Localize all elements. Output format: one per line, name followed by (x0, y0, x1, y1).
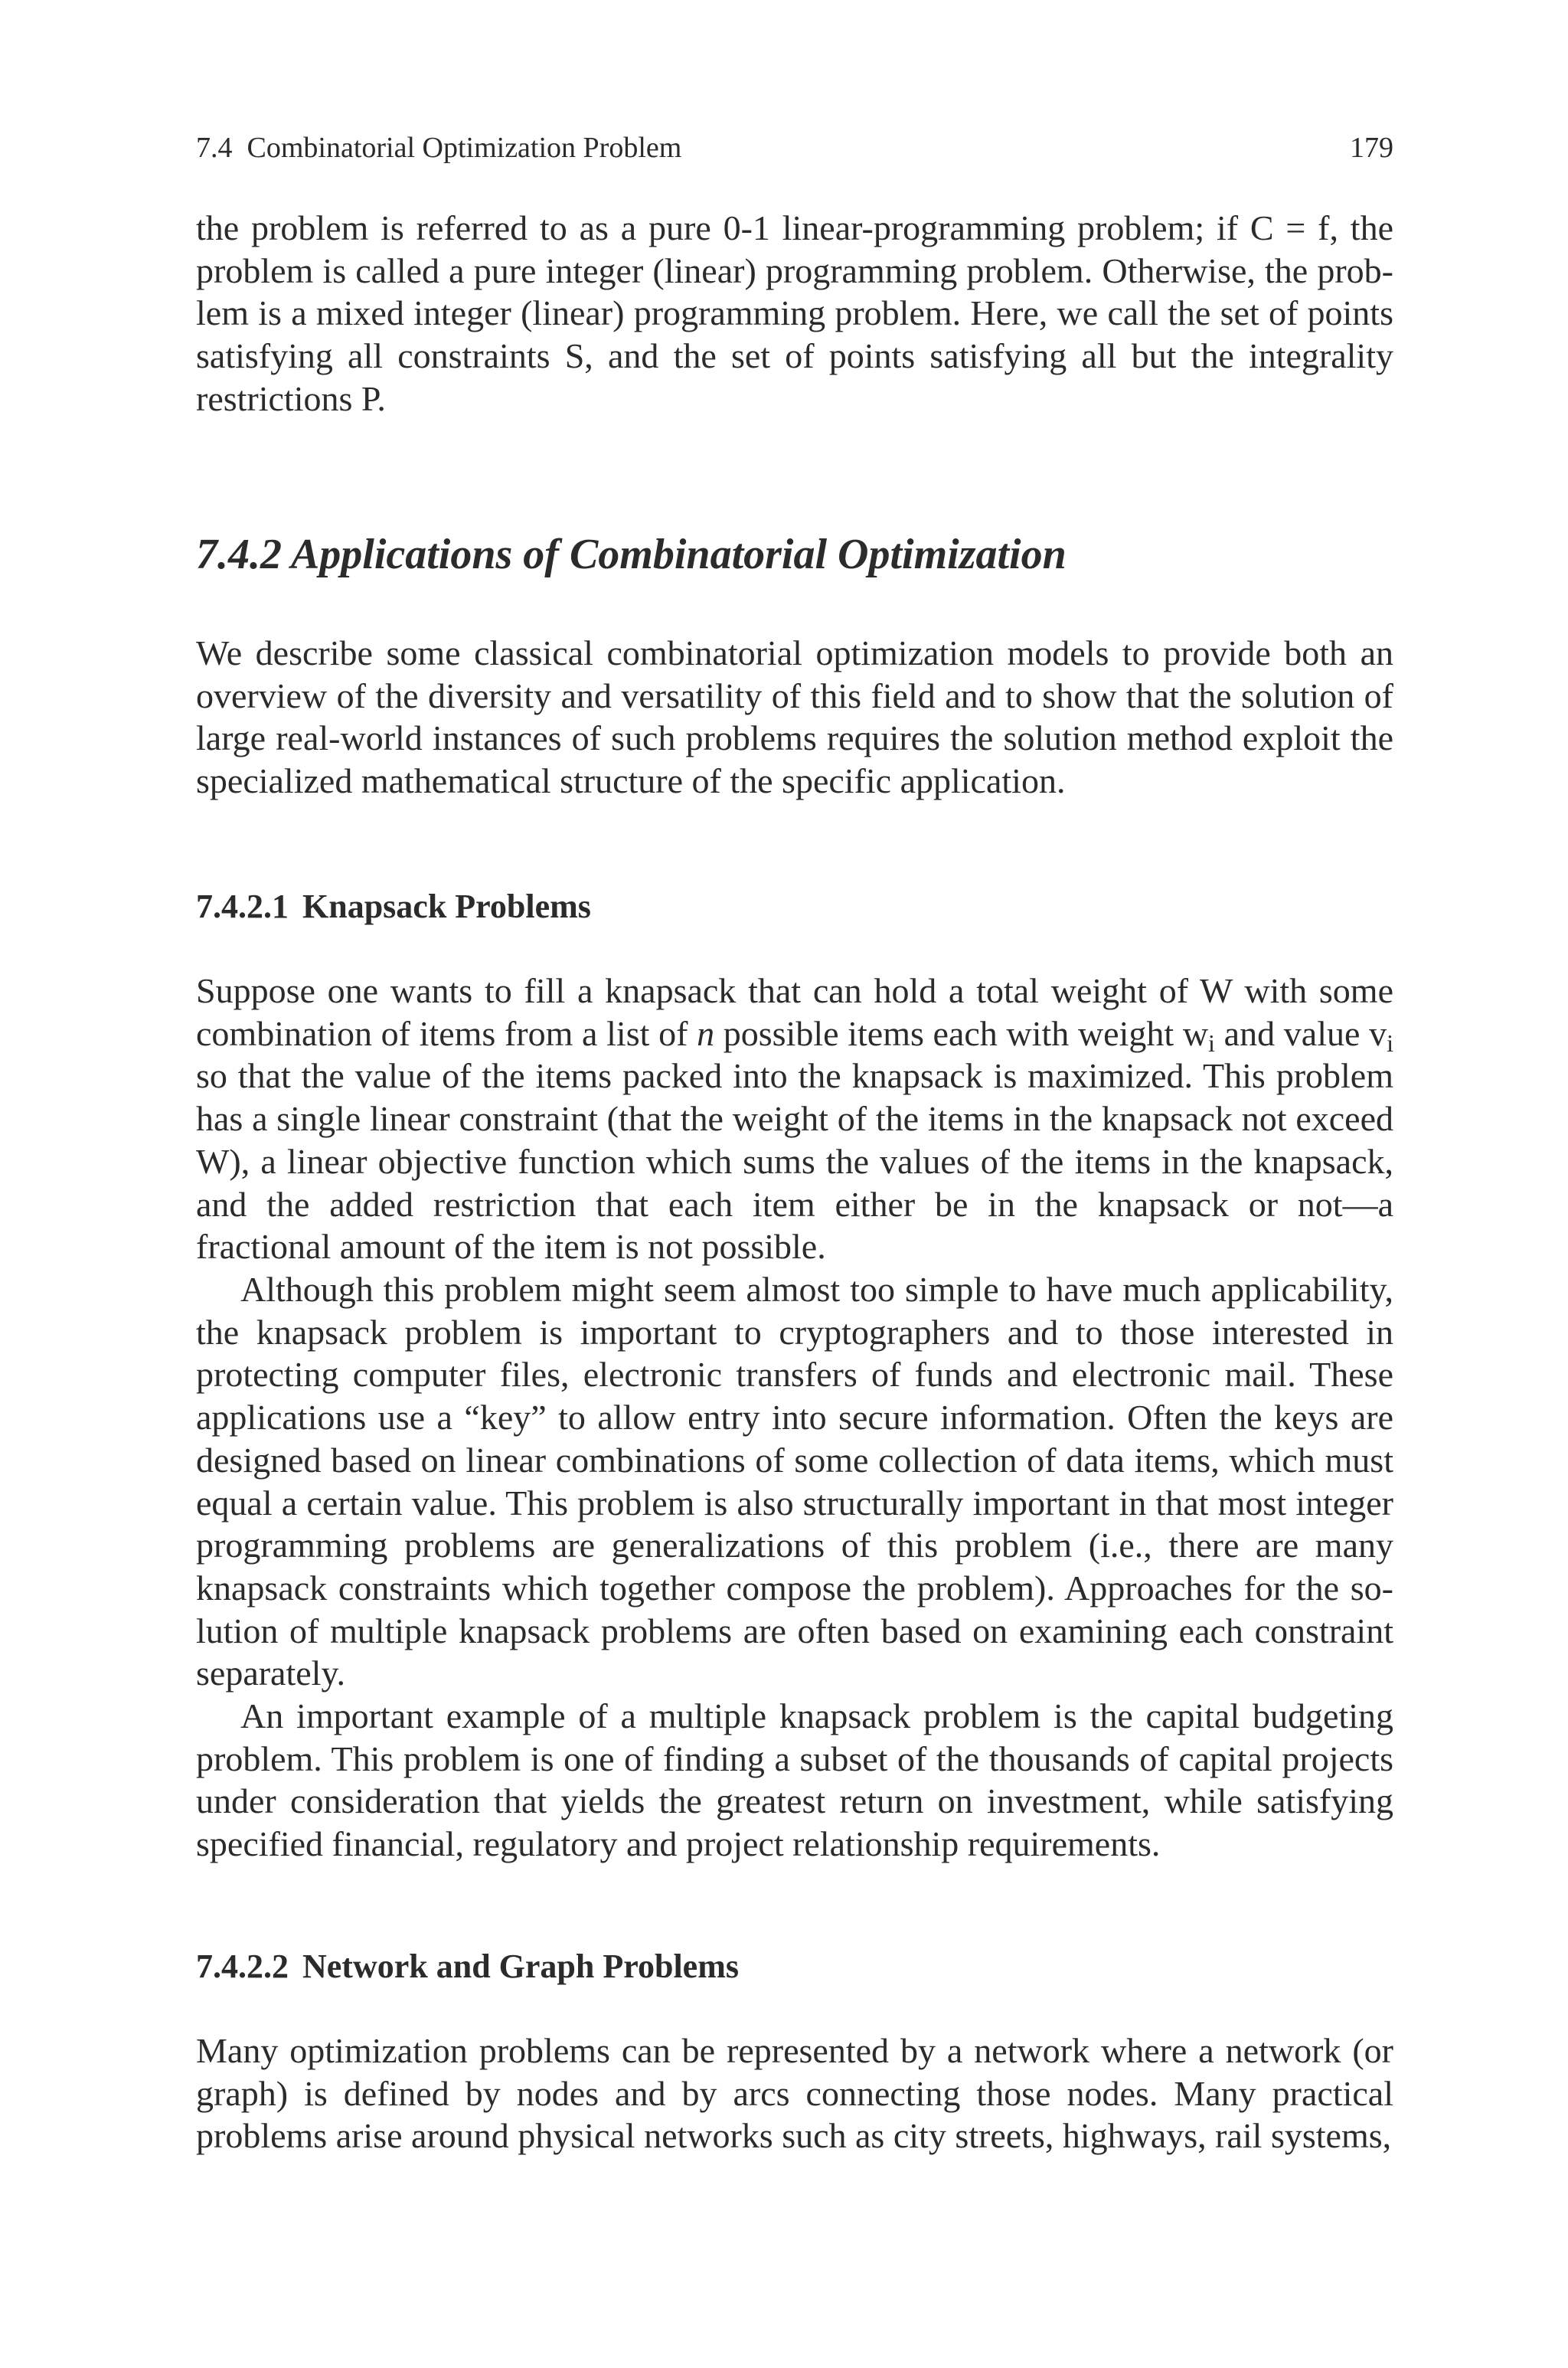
section-title: Applications of Combinatorial Optimization (290, 531, 1067, 578)
network-heading (196, 1945, 739, 1988)
subscript-i: i (1208, 1029, 1215, 1057)
section-heading (196, 528, 1067, 581)
network-number: 7.4.2.2 (196, 1948, 289, 1985)
variable-n: n (697, 1013, 715, 1053)
running-head (196, 129, 1393, 167)
knapsack-title: Knapsack Problems (302, 888, 591, 925)
knapsack-paragraph-3: An important example of a multiple knapsack problem is the capital budgeting problem. This problem is one of finding a subset of the thousands of capital projects under consideration that yields the greatest return on investment, while satisfying specified financial, regulatory and project relationship requirements. (196, 1696, 1393, 1864)
knapsack-paragraph-2: Although this problem might seem almost too simple to have much applicability, the knapsack problem is important to cryptographers and to those interested in protecting computer files, electronic transfers of funds and electronic mail. These applications use a “key” to allow entry into secure information. Often the keys are designed based on linear combinations of some collection of data items, which must equal a certain value. This problem is also structurally important in that most integer programming problems are generalizations of this problem (i.e., there are many knapsack constraints which together compose the problem). Approaches for the solution of multiple knapsack problems are often based on examining each constraint separately. (196, 1270, 1393, 1693)
knapsack-paragraph-1: Suppose one wants to fill a knapsack that can hold a total weight of W with some combination of items from a list of n possible items each with weight $w_i$ and value $v_i$ so that the value of the items packed into the knapsack is maximized. This problem has a single linear constraint (that the weight of the items in the knapsack not exceed W), a linear objective function which sums the values of the items in the knapsack, and the added restriction that each item either be in the knapsack or not—a fractional amount of the item is not possible. (196, 971, 1394, 1267)
knapsack-number: 7.4.2.1 (196, 888, 289, 925)
knapsack-heading (196, 885, 591, 928)
section-paragraph: We describe some classical combinatorial optimization models to provide both an overview of the diversity and versatility of this field and to show that the solution of large real-world instances of such problems requires the solution method exploit the specialized mathematical structure of the specific application. (196, 633, 1393, 801)
section-number: 7.4.2 (196, 531, 282, 578)
running-title: 7.4 Combinatorial Optimization Problem (196, 132, 682, 164)
network-title: Network and Graph Problems (302, 1948, 739, 1985)
page-number: 179 (1350, 132, 1393, 164)
network-paragraph: Many optimization problems can be represented by a network where a network (or graph) is defined by nodes and by arcs connecting those nodes. Many practical problems arise around physical networks such as city streets, highways, rail systems, (196, 2031, 1393, 2156)
intro-paragraph: the problem is referred to as a pure 0-1 linear-programming problem; if C = f, the problem is called a pure integer (linear) programming problem. Otherwise, the problem is a mixed integer (linear) programming problem. Here, we call the set of points satisfying all constraints S, and the set of points satisfying all but the integrality restrictions P. (196, 208, 1393, 418)
subscript-i: i (1387, 1029, 1394, 1057)
